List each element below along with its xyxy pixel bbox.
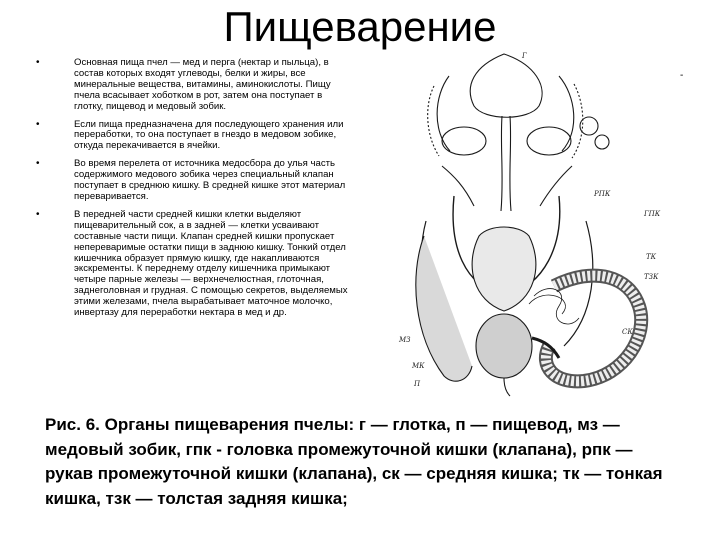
rectum	[476, 314, 532, 378]
head-outline	[470, 54, 542, 117]
esophagus	[501, 116, 502, 211]
bullet-list	[36, 58, 354, 326]
bullet-marker: •	[36, 158, 40, 170]
bullet-text: Если пища предназначена для последующего хранения или переработки, то она поступает в гнездо в медовом зобике, откуда перекачивается в ячейки.	[74, 118, 344, 152]
label-mz: МЗ	[399, 336, 411, 344]
slide-title: Пищеварение	[223, 3, 497, 50]
honey-crop	[472, 227, 536, 311]
side-mark: -	[680, 70, 684, 81]
bullet-text: Во время перелета от источника медосбора до улья часть содержимого медового зобика через специальный клапан поступает в среднюю кишку. В средней кишке этот материал переваривается.	[74, 158, 346, 202]
bullet-marker: •	[36, 57, 40, 68]
label-mk: МК	[412, 362, 425, 370]
bullet-item	[36, 210, 354, 319]
bullet-marker: •	[36, 208, 40, 220]
digestive-organs-drawing	[354, 46, 684, 398]
bullet-item	[36, 120, 354, 153]
figure-caption: Рис. 6. Органы пищеварения пчелы: г — глотка, п — пищевод, мз — медовый зобик, гпк - головка промежуточной кишки (клапана), рпк — рукав промежуточной кишки (клапана), ск — средняя кишка; тк — тонкая кишка, тзк — толстая задняя кишка;	[45, 415, 663, 508]
bullet-item	[36, 159, 354, 203]
label-p: П	[414, 380, 421, 388]
label-gpk: ГПК	[644, 210, 661, 218]
label-tzk: ТЗК	[644, 273, 659, 281]
label-g: Г	[522, 52, 527, 60]
label-sk: СК	[622, 328, 633, 336]
bullet-text: В передней части средней кишки клетки выделяют пищеварительный сок, а в задней — клетки усваивают составные части пищи. Клапан средней кишки пропускает непереваримые остатки пищи в заднюю кишку. Тонкий отдел кишечника образует прямую кишку, где накапливаются экскременты. К переднему отделу кишечника примыкают четыре парные железы — верхнечелюстная, глоточная, заднеголовная и грудная. С помощью секретов, выделяемых этими железами, пчела вырабатывает маточное молочко, инвертазу для переработки нектара в мед и др.	[74, 208, 348, 319]
bullet-marker: •	[36, 118, 40, 130]
label-tk: ТК	[646, 253, 657, 261]
label-rpk: РПК	[594, 190, 611, 198]
bee-digestive-system-illustration	[354, 46, 684, 398]
bullet-text: Основная пища пчел — мед и перга (нектар и пыльца), в состав которых входят углеводы, белки и жиры, все минеральные вещества, витамины, аминокислоты. Пищу пчела всасывает хоботком в рот, затем она поступает в глотку, пищевод и медовый зобик.	[74, 57, 331, 112]
bullet-item	[36, 58, 354, 113]
